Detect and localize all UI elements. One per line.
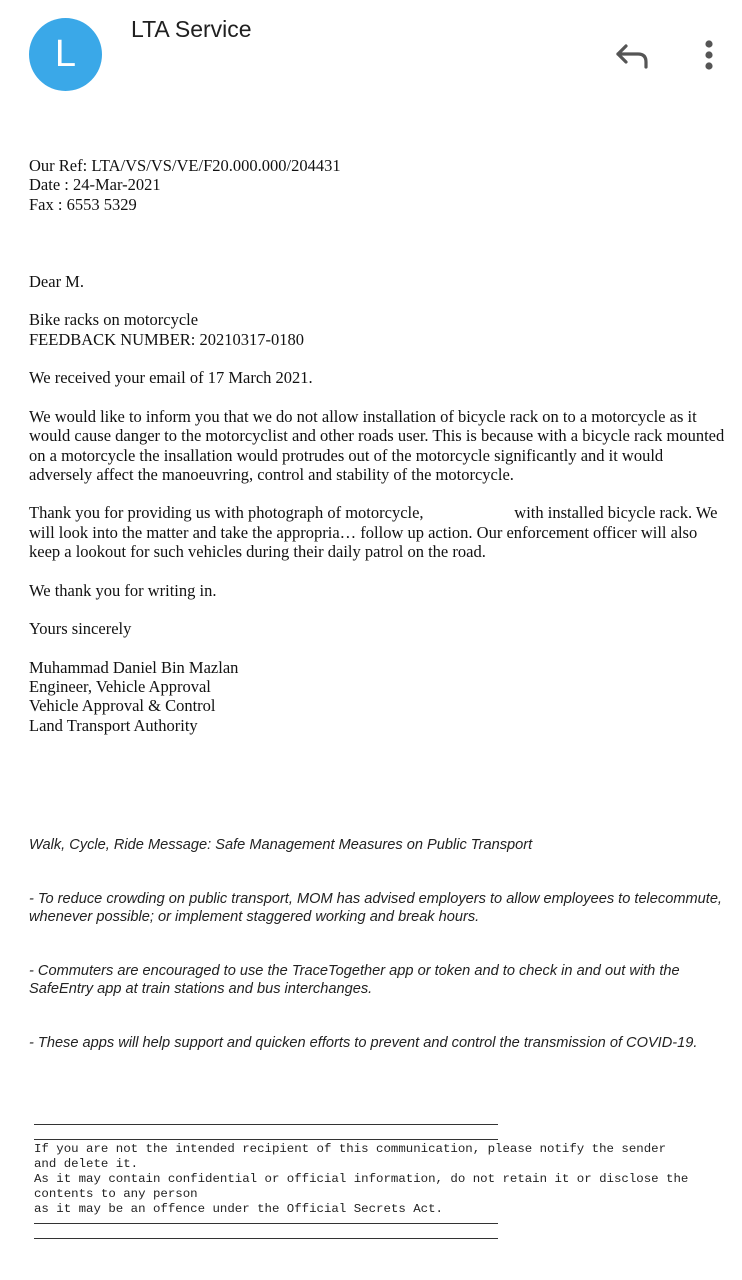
disclaimer-line: contents to any person (34, 1187, 198, 1201)
disclaimer-line: If you are not the intended recipient of this communication, please notify the sender (34, 1142, 667, 1156)
salutation: Dear M. (29, 271, 84, 291)
paragraph-received: We received your email of 17 March 2021. (29, 368, 313, 388)
paragraph-thank-you: We thank you for writing in. (29, 580, 217, 600)
signature-name: Muhammad Daniel Bin Mazlan (29, 657, 239, 677)
safety-message (29, 836, 729, 1052)
feedback-number: FEEDBACK NUMBER: 20210317-0180 (29, 329, 305, 349)
reply-icon (612, 38, 654, 74)
disclaimer-line: as it may be an offence under the Official Secrets Act. (34, 1202, 443, 1216)
signature-organization: Land Transport Authority (29, 715, 198, 735)
date-line: Date : 24-Mar-2021 (29, 175, 161, 195)
closing: Yours sincerely (29, 619, 132, 639)
fax-line: Fax : 6553 5329 (29, 194, 137, 214)
paragraph-policy: We would like to inform you that we do not allow installation of bicycle rack on to a motorcycle as it would cause danger to the motorcyclist and other roads user. This is because with a bicycle rack mounted on a motorcycle the insallation would protrudes out of the motorcycle significantly and it would adversely affect the manoeuvring, control and stability of the motorcycle. (29, 406, 725, 484)
signature-title: Engineer, Vehicle Approval (29, 677, 211, 697)
sender-name: LTA Service (131, 16, 252, 42)
divider (34, 1238, 498, 1239)
sender-avatar[interactable]: L (29, 18, 102, 91)
subject-line: Bike racks on motorcycle (29, 310, 199, 330)
signature-department: Vehicle Approval & Control (29, 696, 216, 716)
disclaimer-line: As it may contain confidential or official information, do not retain it or disclose the (34, 1172, 689, 1186)
disclaimer-line: and delete it. (34, 1157, 139, 1171)
email-header (0, 0, 742, 110)
more-vert-icon (696, 38, 722, 74)
email-body (29, 156, 729, 735)
reference-line: Our Ref: LTA/VS/VS/VE/F20.000.000/204431 (29, 156, 341, 175)
legal-disclaimer (34, 1124, 724, 1239)
safety-heading: Walk, Cycle, Ride Message: Safe Management Measures on Public Transport (29, 837, 533, 853)
safety-item-tracetogether: - Commuters are encouraged to use the TraceTogether app or token and to check in and out with the SafeEntry app at train stations and bus interchanges. (29, 963, 680, 997)
safety-item-apps: - These apps will help support and quicken efforts to prevent and control the transmission of COVID-19. (29, 1035, 698, 1051)
reply-button[interactable] (612, 38, 654, 74)
paragraph-thanks-photo: Thank you for providing us with photograph of motorcycle, with installed bicycle rack. We will look into the matter and take the appropria… follow up action. Our enforcement officer will also keep a lookout for such vehicles during their daily patrol on the road. (29, 503, 722, 562)
safety-item-crowding: - To reduce crowding on public transport, MOM has advised employers to allow employees to telecommute, whenever possible; or implement staggered working and break hours. (29, 891, 722, 925)
more-options-button[interactable] (696, 38, 722, 74)
